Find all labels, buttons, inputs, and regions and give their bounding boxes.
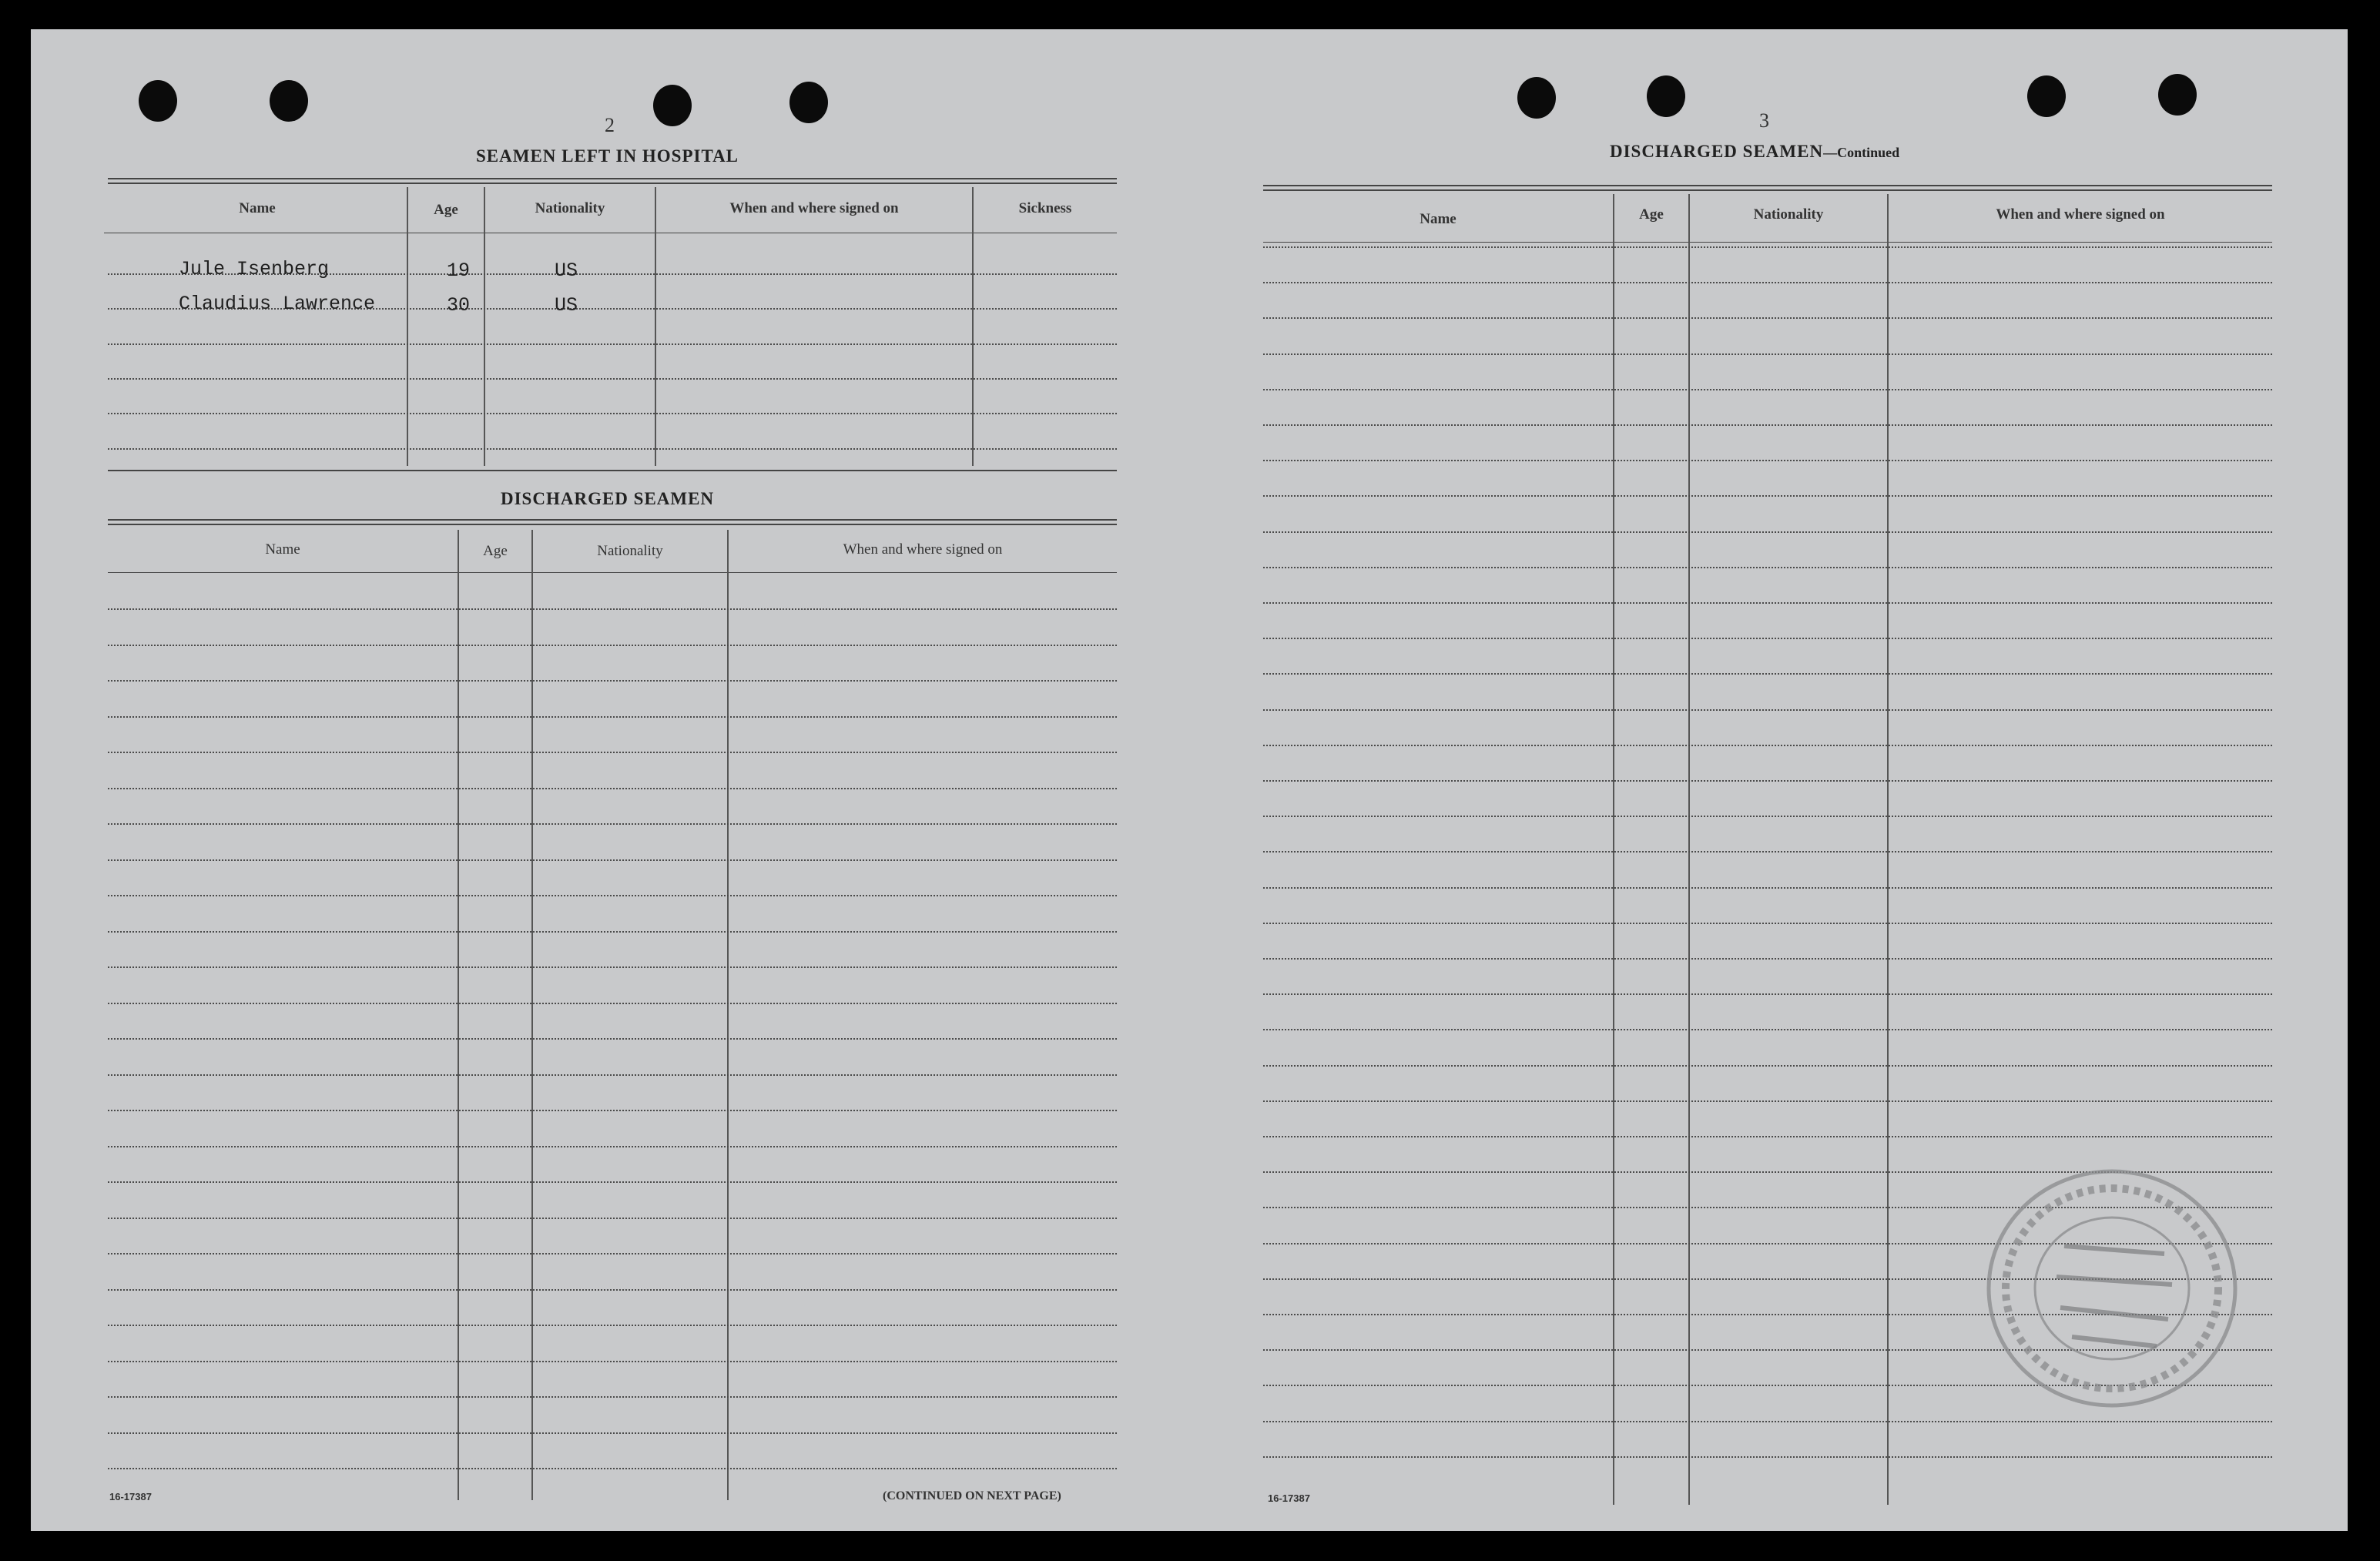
title-text: DISCHARGED SEAMEN	[1610, 142, 1824, 161]
ruled-line	[108, 1325, 1117, 1326]
column-header-signed-on: When and where signed on	[729, 200, 899, 216]
hospital-row-name: Claudius Lawrence	[179, 293, 376, 315]
document-sheet	[31, 29, 2348, 1531]
form-number: 16-17387	[1268, 1492, 1310, 1504]
hospital-row-nationality: US	[555, 260, 578, 282]
ruled-line	[1263, 1456, 2272, 1458]
punch-hole-icon	[1647, 75, 1685, 117]
column-header-nationality: Nationality	[1753, 206, 1824, 223]
ruled-line	[108, 1218, 1117, 1219]
ruled-line	[108, 1468, 1117, 1469]
ruled-line	[108, 788, 1117, 789]
circular-ink-stamp-icon	[1979, 1161, 2245, 1415]
column-header-name: Name	[239, 200, 276, 216]
ruled-line	[1263, 353, 2272, 355]
ruled-line	[108, 1396, 1117, 1398]
ruled-line	[108, 823, 1117, 825]
ruled-line	[1263, 246, 2272, 248]
ruled-line	[108, 1432, 1117, 1434]
ruled-line	[108, 1361, 1117, 1362]
column-header-name: Name	[1420, 211, 1456, 227]
ruled-line	[1263, 887, 2272, 889]
ruled-line	[108, 931, 1117, 933]
ruled-line	[1263, 282, 2272, 283]
ruled-line	[1263, 495, 2272, 497]
ruled-line	[108, 1110, 1117, 1111]
column-header-age: Age	[483, 543, 508, 559]
ruled-line	[1263, 1065, 2272, 1067]
column-header-signed-on: When and where signed on	[843, 541, 1003, 558]
discharged-section-title: DISCHARGED SEAMEN	[501, 489, 715, 508]
ruled-line	[1263, 1029, 2272, 1030]
ruled-line	[1263, 923, 2272, 924]
ruled-line	[1263, 424, 2272, 426]
hospital-row-age: 19	[447, 260, 471, 282]
punch-hole-icon	[139, 80, 177, 122]
column-header-age: Age	[434, 202, 458, 218]
continued-note: (CONTINUED ON NEXT PAGE)	[883, 1489, 1061, 1502]
ruled-line	[1263, 567, 2272, 568]
ruled-line	[1263, 602, 2272, 604]
ruled-line	[1263, 317, 2272, 319]
ruled-line	[1263, 745, 2272, 746]
ruled-line	[108, 1003, 1117, 1004]
ruled-line	[1263, 851, 2272, 853]
page-number: 2	[605, 114, 615, 136]
ruled-line	[1263, 958, 2272, 960]
hospital-row-age: 30	[447, 294, 471, 317]
column-header-signed-on: When and where signed on	[1996, 206, 2165, 223]
ruled-line	[1263, 531, 2272, 533]
ruled-line	[1263, 673, 2272, 675]
hospital-row-name: Jule Isenberg	[179, 258, 330, 280]
column-header-age: Age	[1639, 206, 1664, 223]
ruled-line	[108, 966, 1117, 968]
ruled-line	[1263, 993, 2272, 995]
punch-hole-icon	[789, 82, 828, 123]
ruled-line	[1263, 389, 2272, 390]
ruled-line	[108, 1038, 1117, 1040]
ruled-line	[108, 1181, 1117, 1183]
ruled-line	[1263, 1421, 2272, 1422]
ruled-line	[1263, 1136, 2272, 1137]
ruled-line	[108, 895, 1117, 896]
ruled-line	[1263, 709, 2272, 711]
punch-hole-icon	[1517, 77, 1556, 119]
ruled-line	[108, 1146, 1117, 1147]
ruled-line	[1263, 638, 2272, 639]
ruled-line	[108, 608, 1117, 610]
page-number: 3	[1759, 109, 1769, 132]
hospital-row-nationality: US	[555, 294, 578, 317]
ruled-line	[108, 1253, 1117, 1254]
column-header-nationality: Nationality	[597, 543, 663, 559]
ruled-line	[108, 752, 1117, 753]
column-header-sickness: Sickness	[1018, 200, 1072, 216]
ruled-line	[108, 1289, 1117, 1291]
ruled-line	[108, 716, 1117, 718]
punch-hole-icon	[2158, 74, 2197, 116]
ruled-line	[108, 859, 1117, 861]
ruled-line	[1263, 816, 2272, 817]
punch-hole-icon	[2027, 75, 2066, 117]
discharged-continued-title	[1610, 142, 1899, 162]
ruled-line	[108, 1074, 1117, 1076]
ruled-line	[1263, 1100, 2272, 1102]
ruled-line	[108, 680, 1117, 682]
ruled-line	[1263, 460, 2272, 461]
column-header-nationality: Nationality	[535, 200, 605, 216]
form-number: 16-17387	[109, 1491, 152, 1502]
ruled-line	[1263, 780, 2272, 782]
hospital-section-title: SEAMEN LEFT IN HOSPITAL	[476, 146, 739, 166]
title-suffix: —Continued	[1823, 145, 1900, 160]
ruled-line	[108, 645, 1117, 646]
column-header-name: Name	[265, 541, 300, 558]
punch-hole-icon	[270, 80, 308, 122]
punch-hole-icon	[653, 85, 692, 126]
